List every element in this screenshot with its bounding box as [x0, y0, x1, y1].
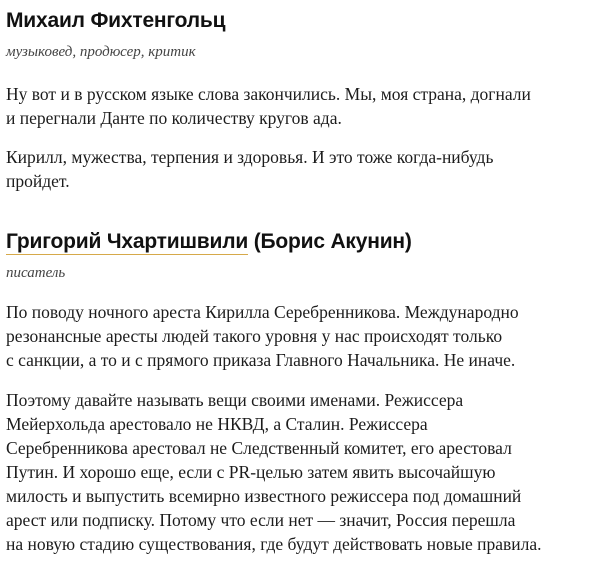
paragraph-line: Серебренникова арестовал не Следственный комитет, его арестовал	[6, 438, 512, 458]
paragraph-line: на новую стадию существования, где будут действовать новые правила.	[6, 534, 542, 554]
paragraph-line: арест или подписку. Потому что если нет — значит, Россия перешла	[6, 510, 516, 530]
paragraph-line: По поводу ночного ареста Кирилла Серебренникова. Международно	[6, 302, 519, 322]
paragraph-line: резонансные аресты людей такого уровня у нас происходят только	[6, 326, 503, 346]
quote-paragraph	[6, 300, 596, 372]
paragraph-line: пройдет.	[6, 171, 70, 191]
quote-paragraph	[6, 145, 596, 193]
author-name: Михаил Фихтенгольц	[6, 9, 226, 32]
paragraph-line: Мейерхольда арестовало не НКВД, а Сталин. Режиссера	[6, 414, 428, 434]
paragraph-line: Ну вот и в русском языке слова закончились. Мы, моя страна, догнали	[6, 84, 531, 104]
paragraph-line: милость и выпустить всемирно известного режиссера под домашний	[6, 486, 522, 506]
paragraph-line: Поэтому давайте называть вещи своими именами. Режиссера	[6, 390, 464, 410]
author-name	[6, 229, 412, 255]
quote-paragraph	[6, 82, 596, 130]
paragraph-line: Путин. И хорошо еще, если с PR-целью затем явить высочайшую	[6, 462, 496, 482]
paragraph-line: с санкции, а то и с прямого приказа Главного Начальника. Не иначе.	[6, 350, 516, 370]
author-alias: (Борис Акунин)	[248, 230, 412, 253]
author-role: музыковед, продюсер, критик	[6, 44, 196, 60]
paragraph-line: Кирилл, мужества, терпения и здоровья. И это тоже когда-нибудь	[6, 147, 494, 167]
quote-paragraph	[6, 388, 596, 556]
paragraph-line: и перегнали Данте по количеству кругов ада.	[6, 108, 342, 128]
author-name-link[interactable]: Григорий Чхартишвили	[6, 230, 249, 253]
author-role: писатель	[6, 265, 66, 281]
